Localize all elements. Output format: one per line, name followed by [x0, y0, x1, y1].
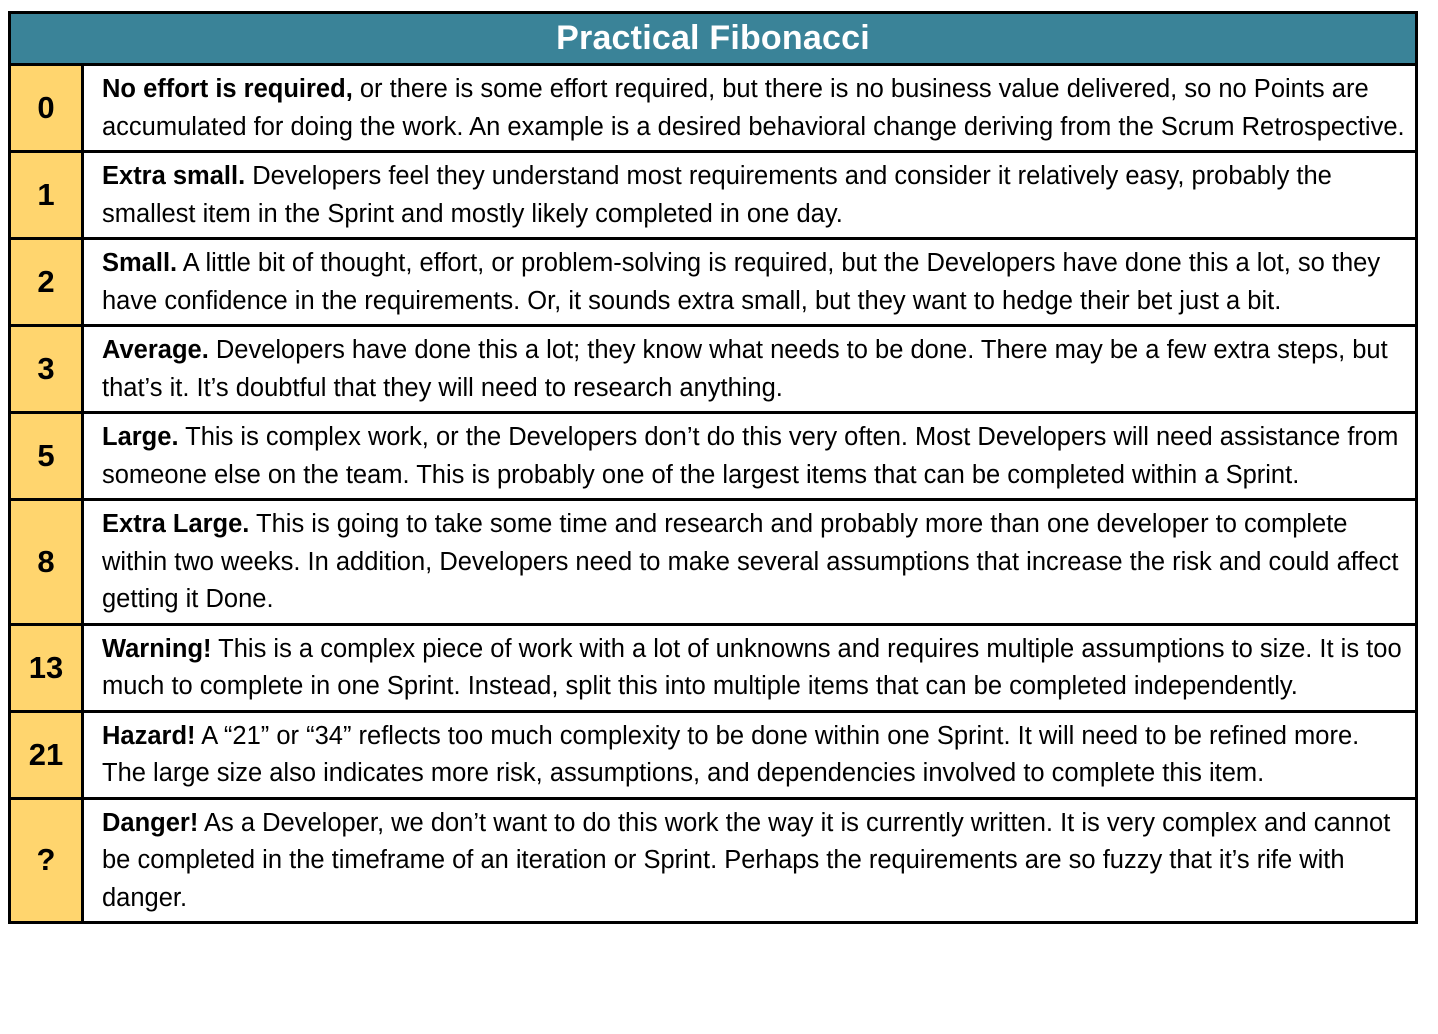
table-row — [11, 153, 1415, 240]
table-row — [11, 713, 1415, 800]
table-row — [11, 66, 1415, 153]
point-value: 2 — [11, 240, 84, 324]
point-description — [84, 66, 1415, 150]
description-text: or there is some effort required, but there is no business value delivered, so no Points are accumulated for doing the work. An example is a desired behavioral change deriving from the Scrum Retrospective. — [102, 75, 1405, 141]
description-text: Developers feel they understand most requirements and consider it relatively easy, probably the smallest item in the Sprint and mostly likely completed in one day. — [102, 162, 1332, 228]
point-value: ? — [11, 800, 84, 922]
table-row — [11, 327, 1415, 414]
point-description — [84, 327, 1415, 411]
description-lead: Warning! — [102, 634, 212, 663]
point-description — [84, 626, 1415, 710]
point-value: 13 — [11, 626, 84, 710]
table-title: Practical Fibonacci — [11, 14, 1415, 66]
fibonacci-table — [8, 11, 1418, 924]
table-row — [11, 800, 1415, 922]
description-lead: Large. — [102, 423, 179, 451]
point-description — [84, 414, 1415, 498]
table-row — [11, 501, 1415, 626]
description-lead: Small. — [102, 249, 178, 277]
point-value: 8 — [11, 501, 84, 623]
point-value: 3 — [11, 327, 84, 411]
point-value: 0 — [11, 66, 84, 150]
description-lead: Danger! — [102, 808, 199, 837]
description-text: As a Developer, we don’t want to do this work the way it is currently written. It is very complex and cannot be completed in the timeframe of an iteration or Sprint. Perhaps the requirements are so fuzzy that it’s rife with danger. — [102, 808, 1391, 912]
description-text: This is complex work, or the Developers don’t do this very often. Most Developers will need assistance from someone else on the team. This is probably one of the largest items that can be completed within a Sprint. — [102, 423, 1399, 489]
point-description — [84, 153, 1415, 237]
description-text: A little bit of thought, effort, or problem-solving is required, but the Developers have done this a lot, so they have confidence in the requirements. Or, it sounds extra small, but they want to hedge their bet just a bit. — [102, 249, 1381, 315]
description-lead: No effort is required, — [102, 75, 353, 103]
point-description — [84, 713, 1415, 797]
description-text: This is going to take some time and research and probably more than one developer to complete within two weeks. In addition, Developers need to make several assumptions that increase the risk and could affect getting it Done. — [102, 510, 1399, 613]
description-lead: Extra Large. — [102, 510, 250, 538]
point-value: 21 — [11, 713, 84, 797]
description-text: A “21” or “34” reflects too much complexity to be done within one Sprint. It will need to be refined more. The large size also indicates more risk, assumptions, and dependencies involved to complete this item. — [102, 721, 1360, 787]
table-row — [11, 626, 1415, 713]
description-text: This is a complex piece of work with a lot of unknowns and requires multiple assumptions to size. It is too much to complete in one Sprint. Instead, split this into multiple items that can be completed independently. — [102, 634, 1402, 700]
point-description — [84, 501, 1415, 623]
table-row — [11, 240, 1415, 327]
table-row — [11, 414, 1415, 501]
point-value: 1 — [11, 153, 84, 237]
description-lead: Hazard! — [102, 721, 196, 750]
point-value: 5 — [11, 414, 84, 498]
description-lead: Average. — [102, 336, 209, 364]
description-text: Developers have done this a lot; they know what needs to be done. There may be a few extra steps, but that’s it. It’s doubtful that they will need to research anything. — [102, 336, 1388, 402]
point-description — [84, 240, 1415, 324]
description-lead: Extra small. — [102, 162, 246, 190]
point-description — [84, 800, 1415, 922]
